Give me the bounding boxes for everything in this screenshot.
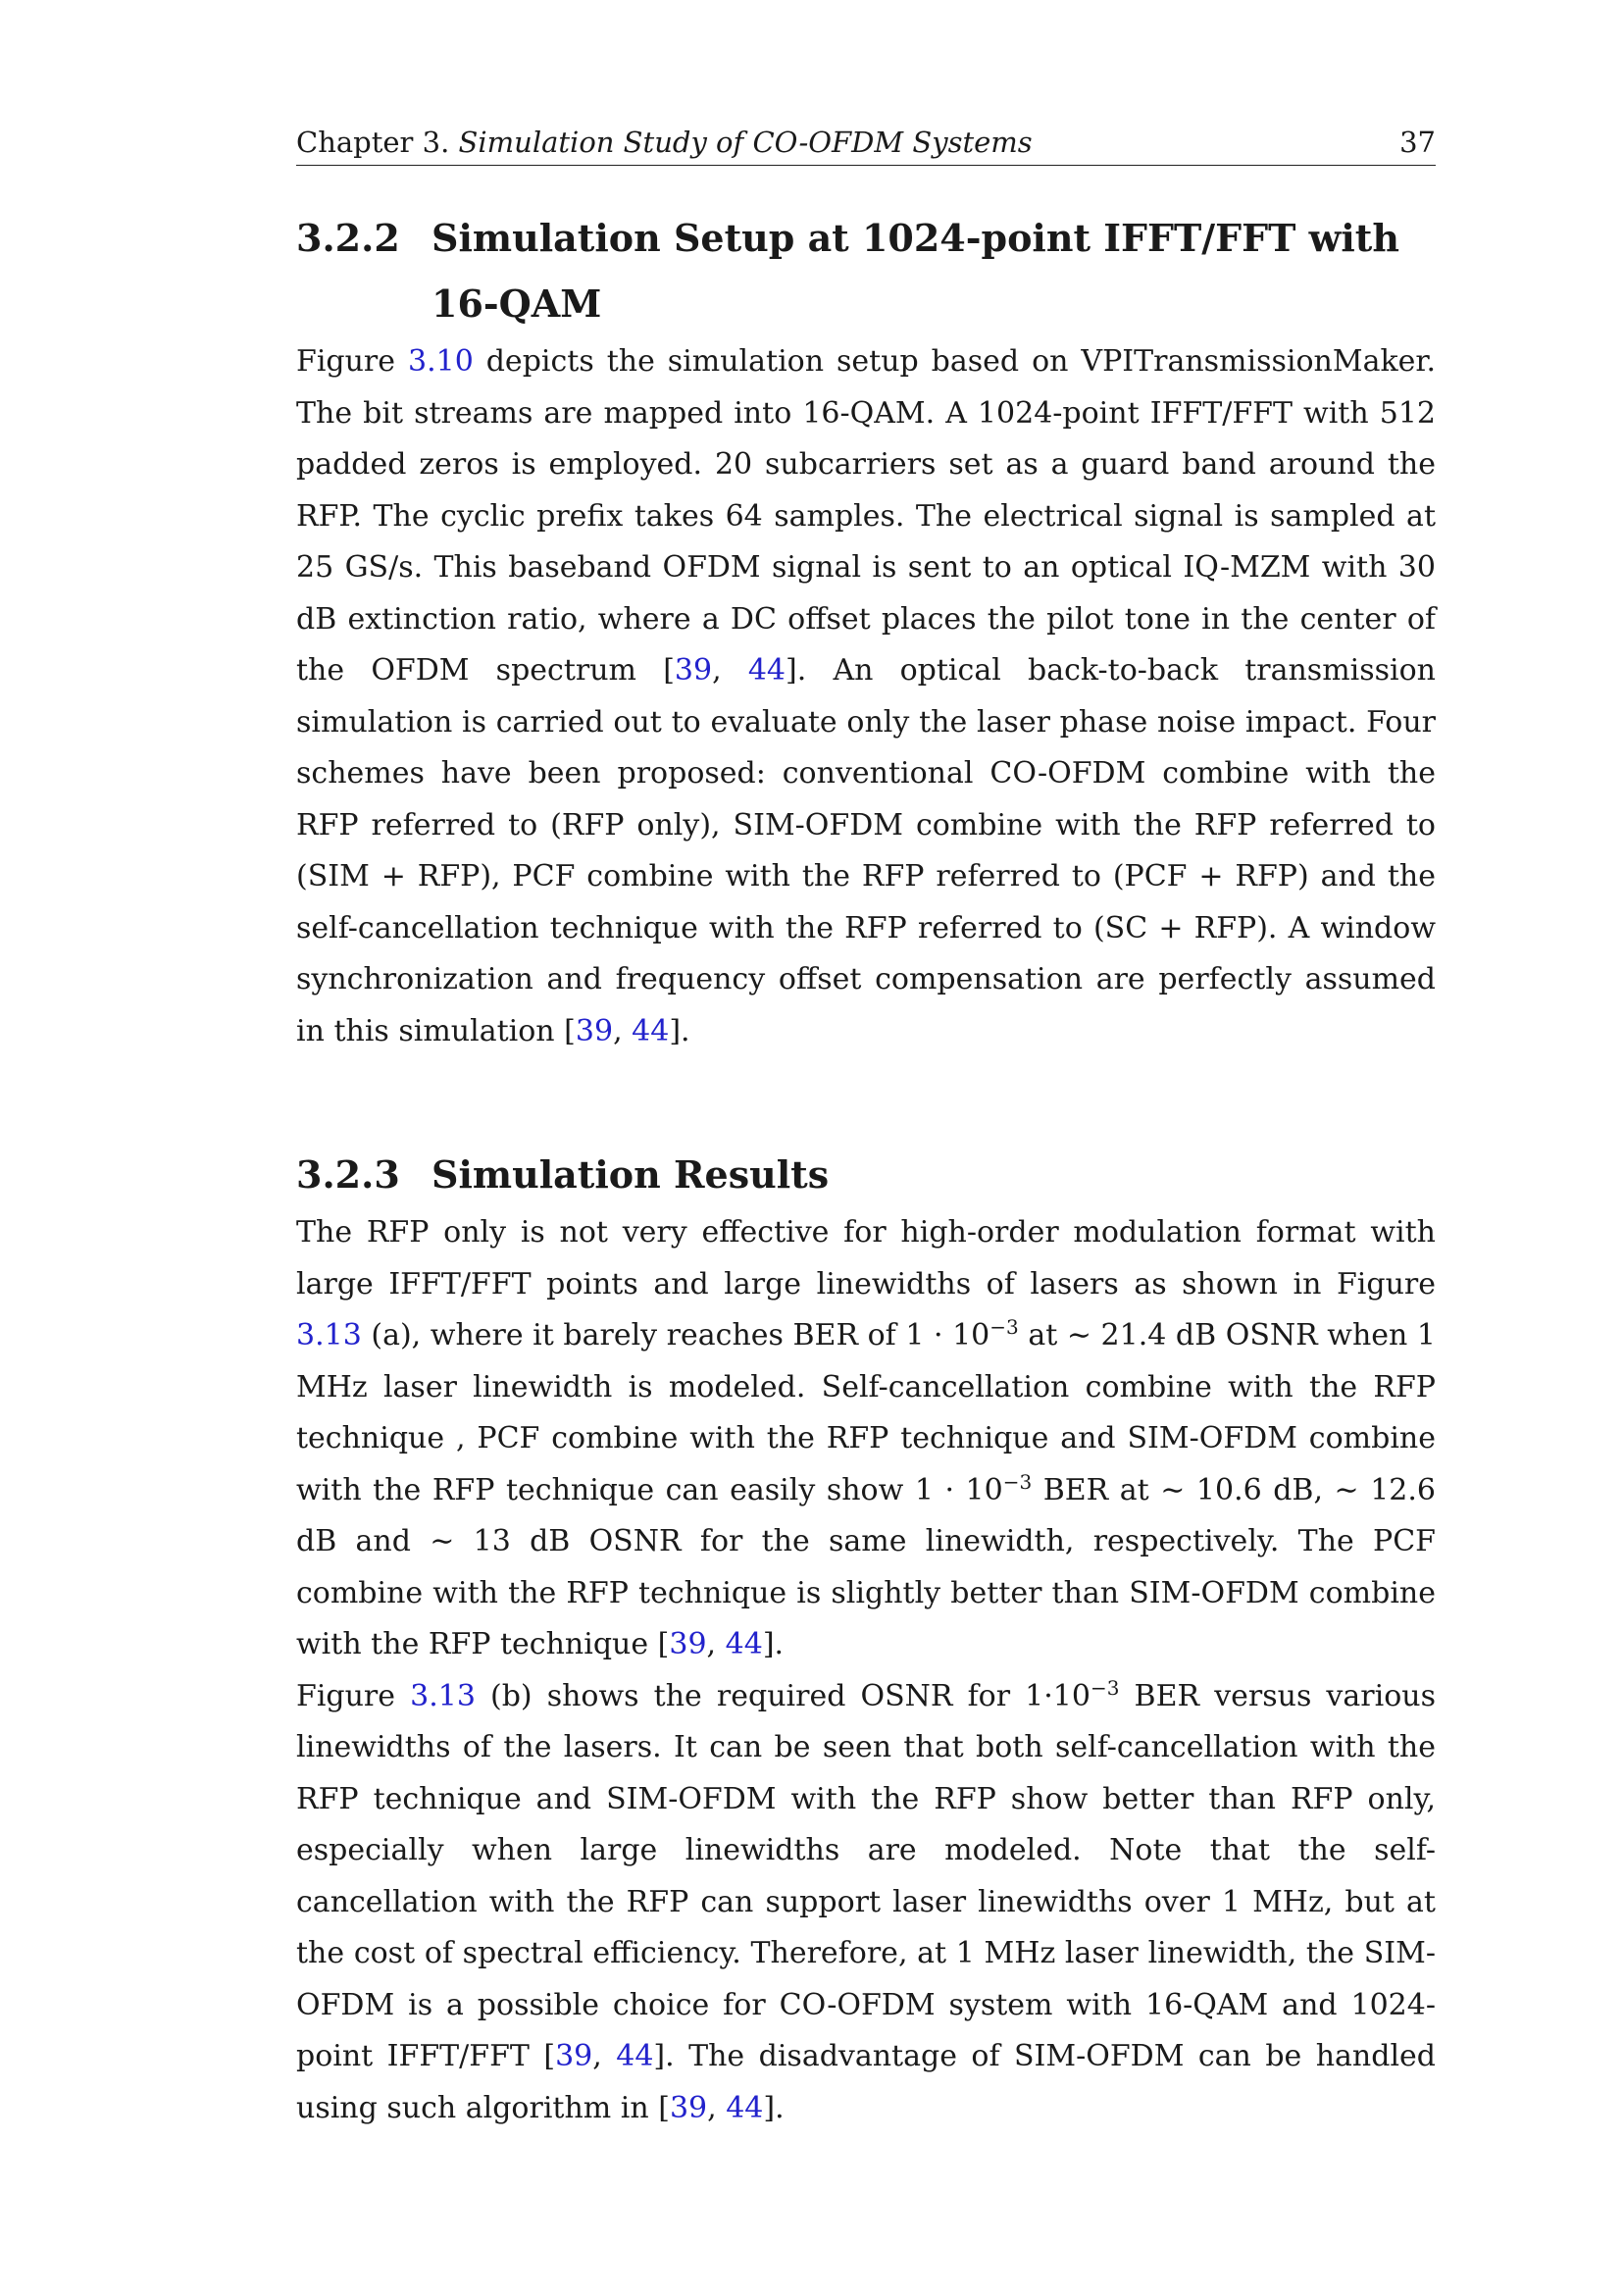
text-run: ,: [613, 1013, 633, 1048]
text-run: ].: [763, 2090, 785, 2125]
text-run: ]. An optical back-to-back transmission simulation is carried out to evaluate only the laser phase noise impact. Four schemes have been proposed: conventional CO-OFDM combine with the RFP referred to (RFP only), SIM-OFDM combine with the RFP referred to (SIM + RFP), PCF combine with the RFP referred to (PCF + RFP) and the self-cancellation technique with the RFP referred to (SC + RFP). A window synchronization and frequency offset compensation are perfectly assumed in this simulation [: [296, 653, 1436, 1048]
page: [296, 126, 1436, 2134]
text-run: ,: [592, 2039, 617, 2073]
section-heading-3-2-3: [296, 1142, 1436, 1207]
chapter-title: Simulation Study of CO-OFDM Systems: [458, 126, 1033, 159]
paragraph-simulation-setup: [296, 336, 1436, 1057]
text-run: (b) shows the required OSNR for 1·10: [475, 1678, 1090, 1713]
text-run: ,: [706, 1627, 726, 1661]
citation-link[interactable]: 44: [632, 1013, 670, 1048]
section-title: Simulation Setup at 1024-point IFFT/FFT with 16-QAM: [431, 216, 1399, 326]
paragraph-results-rfp: [296, 1207, 1436, 1671]
text-run: ,: [712, 653, 748, 688]
section-title: Simulation Results: [431, 1152, 830, 1197]
figure-ref-link[interactable]: 3.13: [410, 1678, 476, 1713]
citation-link[interactable]: 44: [747, 653, 786, 688]
text-run: BER versus various linewidths of the lasers. It can be seen that both self-cancellation with the RFP technique and SIM-OFDM with the RFP show better than RFP only, especially when large linewidths are modeled. Note that the self-cancellation with the RFP can support laser linewidths over 1 MHz, but at the cost of spectral efficiency. Therefore, at 1 MHz laser linewidth, the SIM-OFDM is a possible choice for CO-OFDM system with 16-QAM and 1024-point IFFT/FFT [: [296, 1678, 1436, 2073]
paragraph-results-linewidth: [296, 1671, 1436, 2135]
text-run: ].: [669, 1013, 690, 1048]
chapter-label: Chapter 3.: [296, 126, 450, 159]
citation-link[interactable]: 39: [674, 653, 713, 688]
text-run: Figure: [296, 344, 408, 379]
text-run: ,: [707, 2090, 727, 2125]
citation-link[interactable]: 39: [555, 2039, 593, 2073]
superscript-exponent: −3: [1090, 1675, 1120, 1700]
text-run: (a), where it barely reaches BER of 1 · 10: [361, 1318, 990, 1352]
citation-link[interactable]: 39: [669, 1627, 707, 1661]
figure-ref-link[interactable]: 3.10: [407, 344, 474, 379]
text-run: at ∼ 21.4 dB OSNR when 1 MHz laser linewidth is modeled. Self-cancellation combine with the RFP technique , PCF combine with the RFP technique and SIM-OFDM combine with the RFP technique can easily show 1 · 10: [296, 1318, 1437, 1507]
section-number: 3.2.3: [296, 1152, 400, 1197]
section-heading-3-2-2: [296, 205, 1436, 336]
text-run: BER at ∼ 10.6 dB, ∼ 12.6 dB and ∼ 13 dB OSNR for the same linewidth, respectively. The PCF combine with the RFP technique is slightly better than SIM-OFDM combine with the RFP technique [: [296, 1472, 1436, 1661]
citation-link[interactable]: 44: [725, 1627, 763, 1661]
text-run: ].: [762, 1627, 785, 1661]
citation-link[interactable]: 44: [616, 2039, 654, 2073]
text-run: Figure: [296, 1678, 411, 1713]
text-run: depicts the simulation setup based on VPITransmissionMaker. The bit streams are mapped into 16-QAM. A 1024-point IFFT/FFT with 512 padded zeros is employed. 20 subcarriers set as a guard band around the RFP. The cyclic prefix takes 64 samples. The electrical signal is sampled at 25 GS/s. This baseband OFDM signal is sent to an optical IQ-MZM with 30 dB extinction ratio, where a DC offset places the pilot tone in the center of the OFDM spectrum [: [296, 344, 1436, 688]
text-run: The RFP only is not very effective for high-order modulation format with large IFFT/FFT points and large linewidths of lasers as shown in Figure: [296, 1215, 1436, 1301]
running-header: [296, 126, 1436, 166]
page-number: 37: [1399, 126, 1436, 159]
section-number: 3.2.2: [296, 216, 400, 260]
citation-link[interactable]: 39: [669, 2090, 708, 2125]
citation-link[interactable]: 44: [726, 2090, 764, 2125]
figure-ref-link[interactable]: 3.13: [296, 1318, 362, 1352]
citation-link[interactable]: 39: [575, 1013, 614, 1048]
text-run: ]. The disadvantage of SIM-OFDM can be handled using such algorithm in [: [296, 2039, 1436, 2125]
running-header-chapter: [296, 126, 1033, 159]
superscript-exponent: −3: [989, 1315, 1019, 1339]
superscript-exponent: −3: [1002, 1469, 1033, 1494]
